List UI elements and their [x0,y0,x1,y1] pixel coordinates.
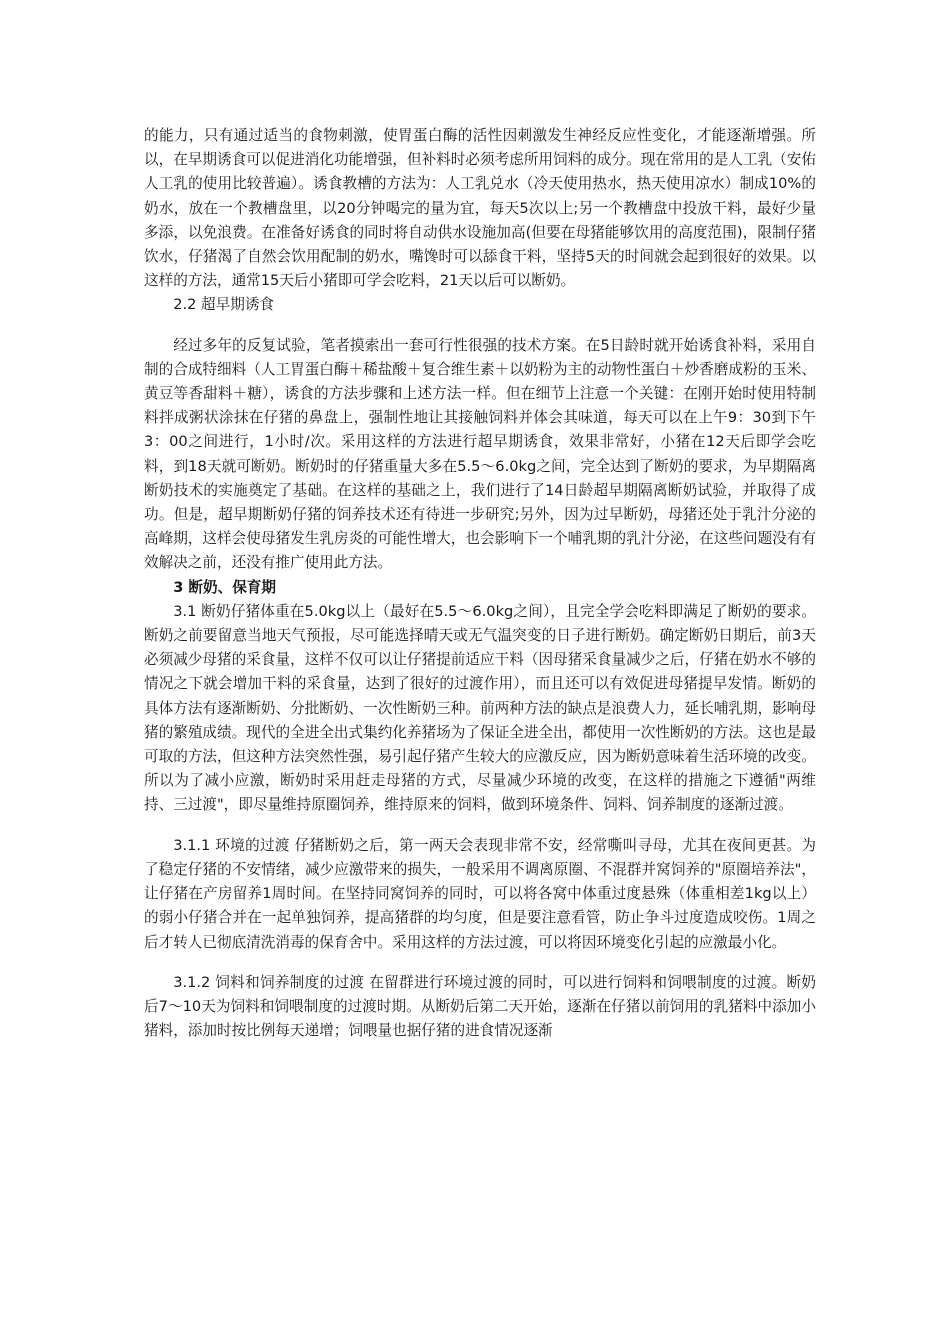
paragraph-super-early-feeding: 经过多年的反复试验，笔者摸索出一套可行性很强的技术方案。在5日龄时就开始诱食补料，采用自制的合成特细料（人工胃蛋白酶＋稀盐酸＋复合维生素＋以奶粉为主的动物性蛋白＋炒香磨成粉的玉米、黄豆等香甜料＋糖），诱食的方法步骤和上述方法一样。但在细节上注意一个关键：在刚开始时使用特制料拌成粥状涂抹在仔猪的鼻盘上，强制性地让其接触饲料并体会其味道，每天可以在上午9：30到下午3：00之间进行，1小时/次。采用这样的方法进行超早期诱食，效果非常好，小猪在12天后即学会吃料，到18天就可断奶。断奶时的仔猪重量大多在5.5～6.0kg之间，完全达到了断奶的要求，为早期隔离断奶技术的实施奠定了基础。在这样的基础之上，我们进行了14日龄超早期隔离断奶试验，并取得了成功。但是，超早期断奶仔猪的饲养技术还有待进一步研究;另外，因为过早断奶，母猪还处于乳汁分泌的高峰期，这样会使母猪发生乳房炎的可能性增大，也会影响下一个哺乳期的乳汁分泌，在这些问题没有有效解决之前，还没有推广使用此方法。 [144,336,816,572]
section-heading-2-2: 2.2 超早期诱食 [173,296,275,314]
paragraph-early-feeding-continued: 的能力，只有通过适当的食物刺激，使胃蛋白酶的活性因刺激发生神经反应性变化，才能逐渐增强。所以，在早期诱食可以促进消化功能增强，但补料时必须考虑所用饲料的成分。现在常用的是人工乳（安佑人工乳的使用比较普遍）。诱食教槽的方法为：人工乳兑水（冷天使用热水，热天使用凉水）制成10%的奶水，放在一个教槽盘里，以20分钟喝完的量为宜，每天5次以上;另一个教槽盘中投放干料，最好少量多添，以免浪费。在准备好诱食的同时将自动供水设施加高(但要在母猪能够饮用的高度范围)，限制仔猪饮水，仔猪渴了自然会饮用配制的奶水，嘴馋时可以舔食干料，坚持5天的时间就会起到很好的效果。以这样的方法，通常15天后小猪即可学会吃料，21天以后可以断奶。 [144,127,816,290]
paragraph-3-1-weaning: 3.1 断奶仔猪体重在5.0kg以上（最好在5.5～6.0kg之间），且完全学会吃料即满足了断奶的要求。断奶之前要留意当地天气预报，尽可能选择晴天或无气温突变的日子进行断奶。确定断奶日期后，前3天必须减少母猪的采食量，这样不仅可以让仔猪提前适应干料（因母猪采食量减少之后，仔猪在奶水不够的情况之下就会增加干料的采食量，达到了很好的过渡作用），而且还可以有效促进母猪提早发情。断奶的具体方法有逐渐断奶、分批断奶、一次性断奶三种。前两种方法的缺点是浪费人力，延长哺乳期，影响母猪的繁殖成绩。现代的全进全出式集约化养猪场为了保证全进全出，都使用一次性断奶的方法。这也是最可取的方法，但这种方法突然性强，易引起仔猪产生较大的应激反应，因为断奶意味着生活环境的改变。所以为了减小应激，断奶时采用赶走母猪的方式，尽量减少环境的改变，在这样的措施之下遵循"两维持、三过渡"，即尽量维持原圈饲养，维持原来的饲料，做到环境条件、饲料、饲养制度的逐渐过渡。 [144,602,816,814]
paragraph-3-1-2-feed-transition: 3.1.2 饲料和饲养制度的过渡 在留群进行环境过渡的同时，可以进行饲料和饲喂制度的过渡。断奶后7～10天为饲料和饲喂制度的过渡时期。从断奶后第二天开始，逐渐在仔猪以前饲用的乳猪料中添加小猪料，添加时按比例每天递增；饲喂量也据仔猪的进食情况逐渐 [144,973,816,1040]
document-body [144,124,816,1043]
section-heading-3: 3 断奶、保育期 [173,578,276,596]
paragraph-3-1-1-environment-transition: 3.1.1 环境的过渡 仔猪断奶之后，第一两天会表现非常不安，经常嘶叫寻母，尤其在夜间更甚。为了稳定仔猪的不安情绪，减少应激带来的损失，一般采用不调离原圈、不混群并窝饲养的"原圈培养法"，让仔猪在产房留养1周时间。在坚持同窝饲养的同时，可以将各窝中体重过度悬殊（体重相差1kg以上）的弱小仔猪合并在一起单独饲养，提高猪群的均匀度，但是要注意看管，防止争斗过度造成咬伤。1周之后才转人已彻底清洗消毒的保育舍中。采用这样的方法过渡，可以将因环境变化引起的应激最小化。 [144,836,816,951]
